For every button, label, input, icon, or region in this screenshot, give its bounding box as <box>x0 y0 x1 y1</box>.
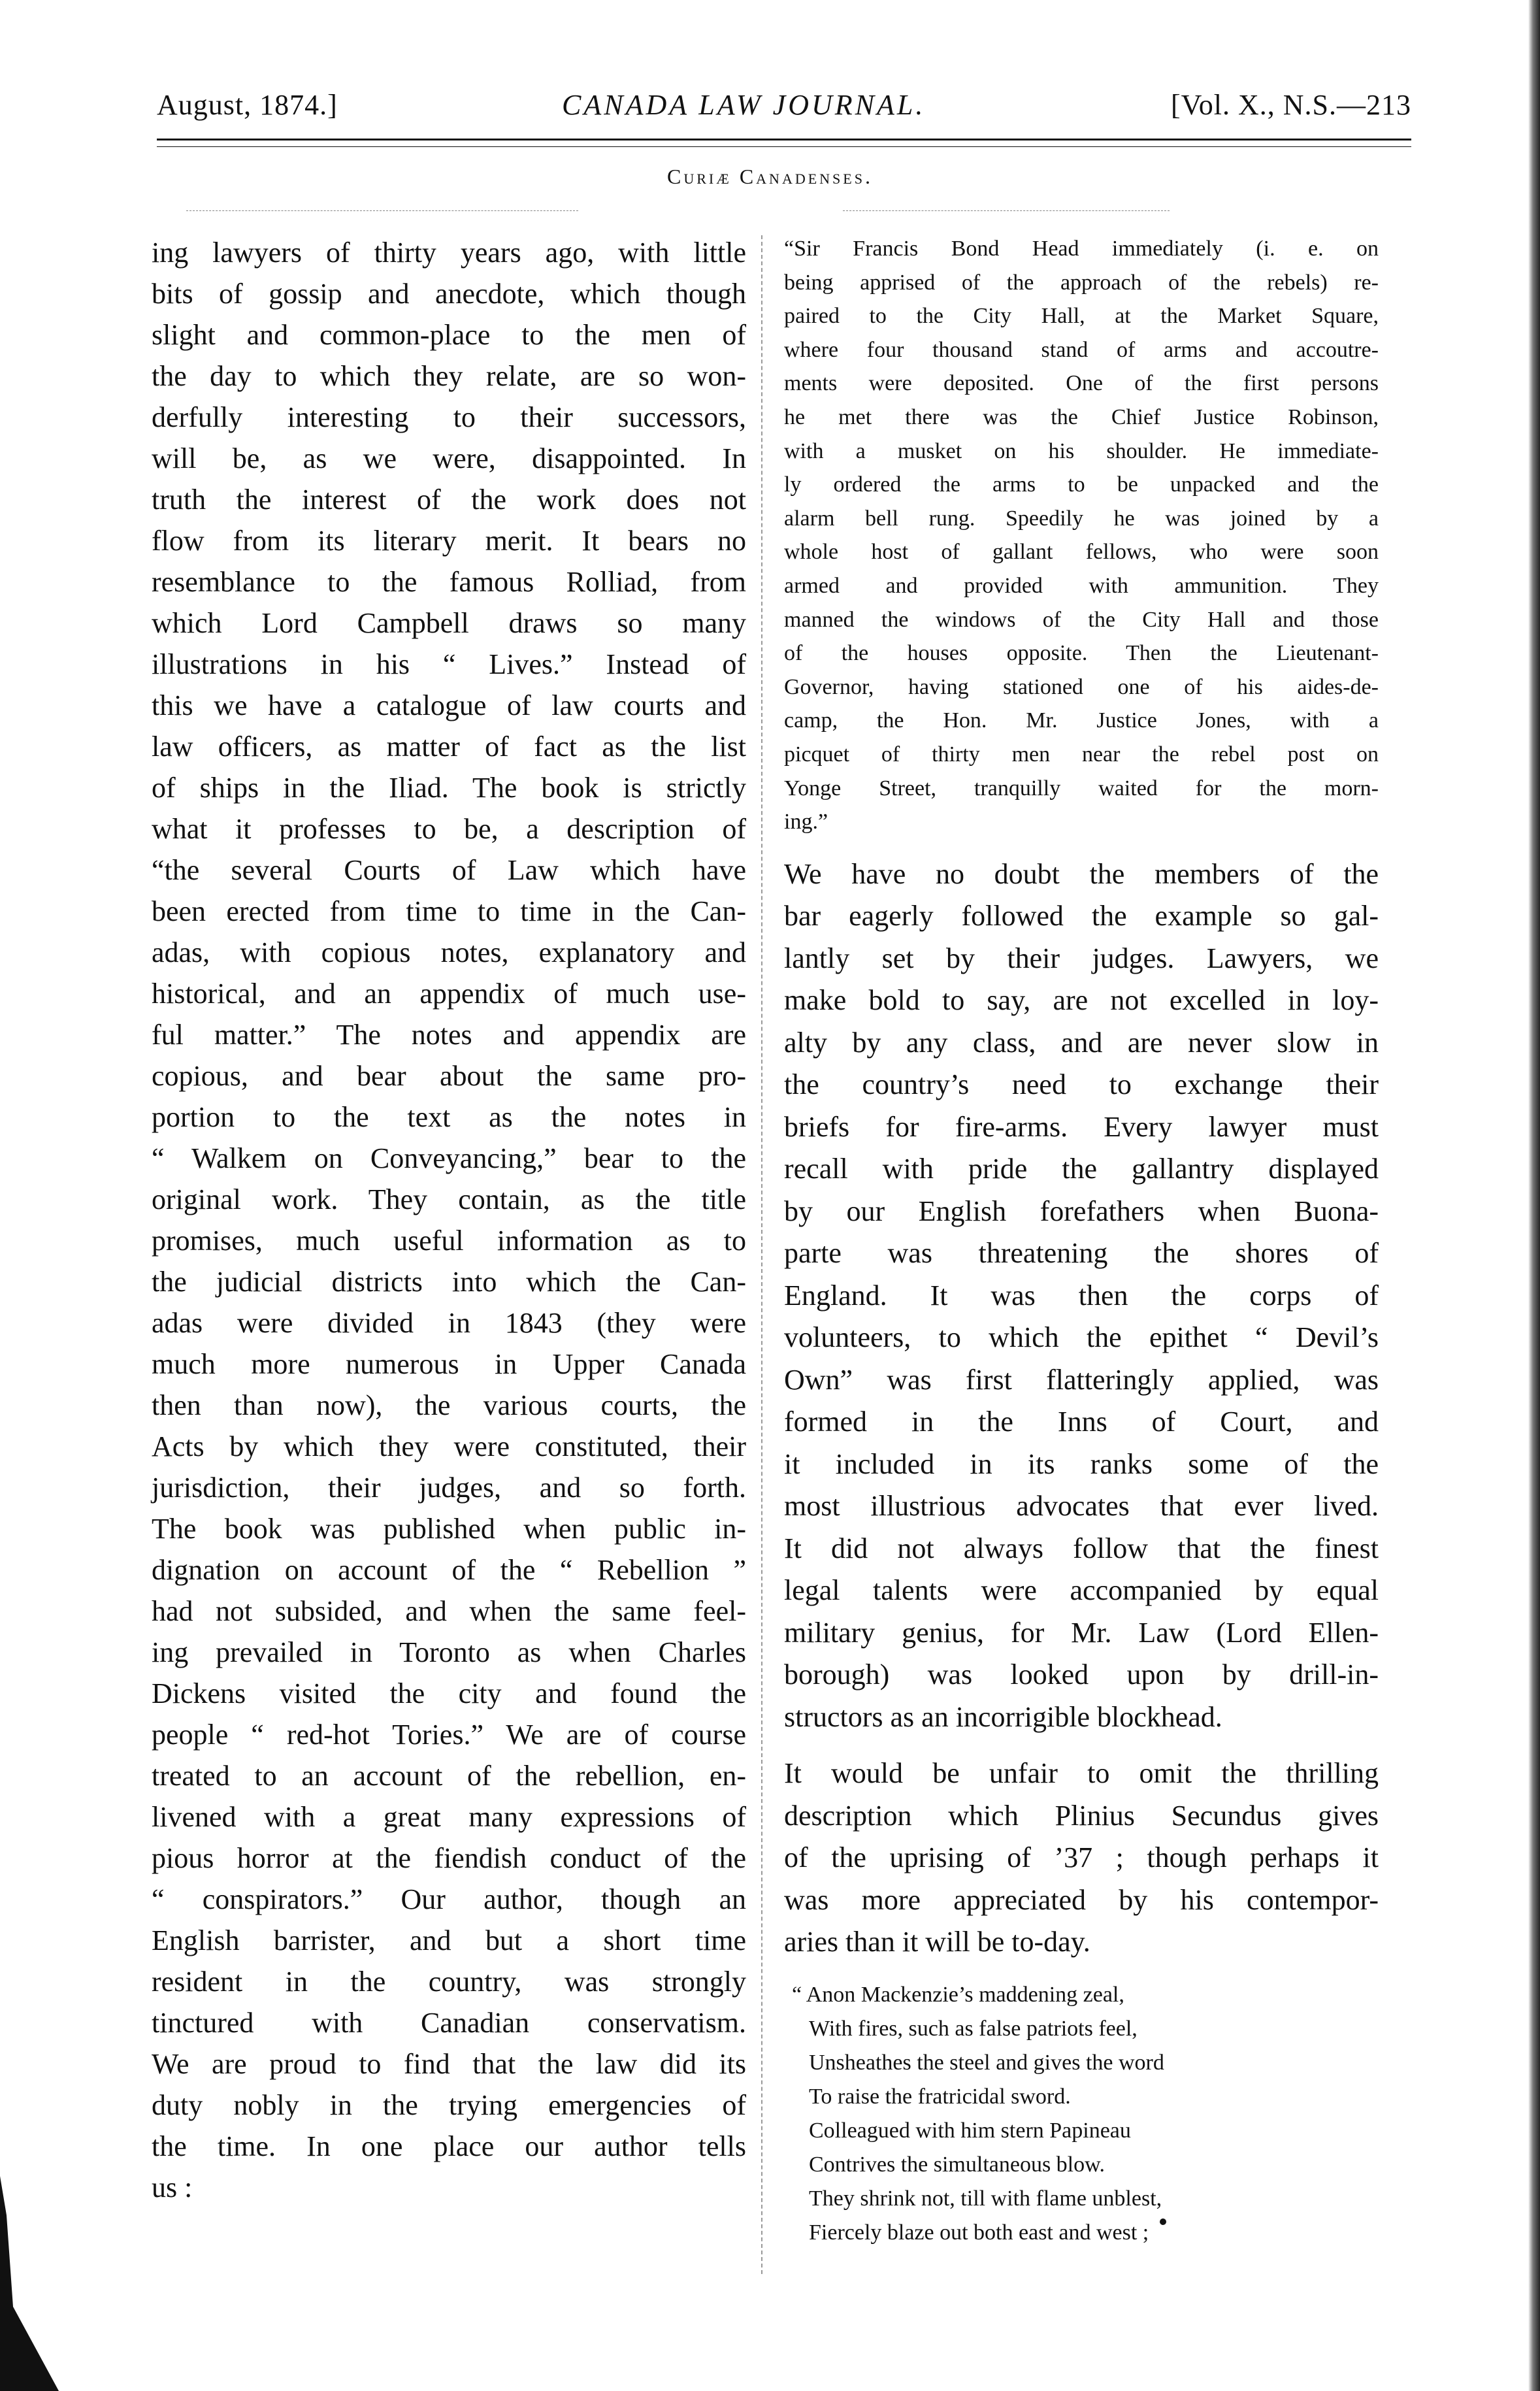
text-line: ing.” <box>784 810 828 834</box>
text-line: Unsheathes the steel and gives the word <box>809 2050 1164 2075</box>
text-line: Fiercely blaze out both east and west ; <box>809 2220 1149 2245</box>
text-line: ly ordered the arms to be unpacked and the <box>784 472 1379 497</box>
text-line: historical, and an appendix of much use- <box>152 978 746 1010</box>
text-line: aries than it will be to-day. <box>784 1926 1090 1958</box>
header-journal-title: CANADA LAW JOURNAL. <box>562 89 926 121</box>
text-line: will be, as we were, disappointed. In <box>152 442 746 474</box>
text-line: “ conspirators.” Our author, though an <box>152 1883 746 1915</box>
text-line: parte was threatening the shores of <box>784 1237 1379 1270</box>
column-divider <box>761 235 762 2274</box>
text-line: ing prevailed in Toronto as when Charles <box>152 1636 746 1668</box>
text-line: make bold to say, are not excelled in loy- <box>784 984 1379 1017</box>
text-line: Colleagued with him stern Papineau <box>809 2118 1131 2143</box>
text-line: most illustrious advocates that ever lived. <box>784 1490 1379 1523</box>
text-line: We are proud to find that the law did its <box>152 2048 746 2080</box>
text-line: Dickens visited the city and found the <box>152 1677 746 1709</box>
paragraph-gap <box>784 1964 1379 1978</box>
text-line: With fires, such as false patriots feel, <box>809 2016 1138 2041</box>
text-line: treated to an account of the rebellion, en- <box>152 1760 746 1792</box>
text-line: manned the windows of the City Hall and those <box>784 607 1379 632</box>
text-line: military genius, for Mr. Law (Lord Ellen- <box>784 1616 1379 1649</box>
paragraph-plinius <box>784 1753 1379 1964</box>
text-line: alarm bell rung. Speedily he was joined by a <box>784 506 1379 531</box>
text-line: original work. They contain, as the title <box>152 1183 746 1215</box>
text-line: the day to which they relate, are so won- <box>152 360 746 392</box>
text-line: armed and provided with ammunition. They <box>784 573 1379 598</box>
text-line: livened with a great many expressions of <box>152 1801 746 1833</box>
text-line: truth the interest of the work does not <box>152 484 746 516</box>
section-title: Curiæ Canadenses. <box>667 165 873 188</box>
text-line: picquet of thirty men near the rebel post on <box>784 742 1379 767</box>
running-header <box>157 88 1411 134</box>
paragraph-gap <box>784 1738 1379 1753</box>
text-line: Governor, having stationed one of his aides-de- <box>784 674 1379 699</box>
section-dash-right <box>843 210 1170 211</box>
text-line: the time. In one place our author tells <box>152 2130 746 2162</box>
text-line: camp, the Hon. Mr. Justice Jones, with a <box>784 708 1379 733</box>
poem-quote <box>792 1978 1379 2250</box>
text-line: Yonge Street, tranquilly waited for the morn- <box>784 776 1379 800</box>
text-line: “ Walkem on Conveyancing,” bear to the <box>152 1142 746 1174</box>
text-line: ments were deposited. One of the first persons <box>784 371 1379 396</box>
text-line: alty by any class, and are never slow in <box>784 1026 1379 1059</box>
text-line: adas, with copious notes, explanatory and <box>152 936 746 968</box>
text-line: had not subsided, and when the same feel- <box>152 1595 746 1627</box>
text-line: tinctured with Canadian conservatism. <box>152 2007 746 2039</box>
text-line: “Sir Francis Bond Head immediately (i. e. on <box>784 237 1379 261</box>
text-line: Acts by which they were constituted, their <box>152 1430 746 1462</box>
text-line: English barrister, and but a short time <box>152 1924 746 1956</box>
text-line: of the uprising of ’37 ; though perhaps it <box>784 1841 1379 1874</box>
text-line: portion to the text as the notes in <box>152 1101 746 1133</box>
text-line: illustrations in his “ Lives.” Instead of <box>152 648 746 680</box>
text-line: then than now), the various courts, the <box>152 1389 746 1421</box>
text-line: promises, much useful information as to <box>152 1225 746 1257</box>
text-line: whole host of gallant fellows, who were soon <box>784 540 1379 565</box>
text-line: briefs for fire-arms. Every lawyer must <box>784 1110 1379 1143</box>
text-line: of ships in the Iliad. The book is strictly <box>152 772 746 804</box>
right-column <box>784 232 1379 2250</box>
text-line: being apprised of the approach of the rebels) re- <box>784 270 1379 295</box>
text-line: us : <box>152 2171 193 2203</box>
text-line: by our English forefathers when Buona- <box>784 1195 1379 1227</box>
paragraph-volunteers <box>784 853 1379 1739</box>
end-dot <box>1160 2218 1166 2225</box>
text-line: adas were divided in 1843 (they were <box>152 1307 746 1339</box>
text-line: people “ red-hot Tories.” We are of course <box>152 1719 746 1751</box>
text-line: pious horror at the fiendish conduct of the <box>152 1842 746 1874</box>
section-dash-left <box>186 210 578 211</box>
text-line: It would be unfair to omit the thrilling <box>784 1757 1379 1790</box>
text-line: much more numerous in Upper Canada <box>152 1348 746 1380</box>
text-line: dignation on account of the “ Rebellion ” <box>152 1554 746 1586</box>
header-rule-thick <box>157 139 1411 140</box>
text-line: of the houses opposite. Then the Lieutenant- <box>784 641 1379 666</box>
binding-edge-shadow <box>1528 0 1540 2391</box>
text-line: resident in the country, was strongly <box>152 1966 746 1998</box>
text-line: this we have a catalogue of law courts and <box>152 689 746 721</box>
text-line: flow from its literary merit. It bears no <box>152 525 746 557</box>
text-line: law officers, as matter of fact as the list <box>152 731 746 763</box>
text-line: formed in the Inns of Court, and <box>784 1406 1379 1438</box>
block-quote <box>784 232 1379 839</box>
text-line: lantly set by their judges. Lawyers, we <box>784 942 1379 974</box>
text-line: slight and common-place to the men of <box>152 319 746 351</box>
text-line: We have no doubt the members of the <box>784 857 1379 890</box>
text-line: paired to the City Hall, at the Market Square, <box>784 304 1379 329</box>
text-line: bits of gossip and anecdote, which though <box>152 278 746 310</box>
text-line: jurisdiction, their judges, and so forth. <box>152 1472 746 1504</box>
text-line: with a musket on his shoulder. He immediate- <box>784 438 1379 463</box>
text-line: bar eagerly followed the example so gal- <box>784 900 1379 932</box>
header-rule-thin <box>157 146 1411 147</box>
text-line: It did not always follow that the finest <box>784 1532 1379 1564</box>
text-line: resemblance to the famous Rolliad, from <box>152 566 746 598</box>
text-line: derfully interesting to their successors, <box>152 401 746 433</box>
text-line: which Lord Campbell draws so many <box>152 607 746 639</box>
text-line: the country’s need to exchange their <box>784 1068 1379 1101</box>
text-line: description which Plinius Secundus gives <box>784 1799 1379 1832</box>
left-column <box>152 232 746 2208</box>
text-line: structors as an incorrigible blockhead. <box>784 1700 1222 1733</box>
text-line: To raise the fratricidal sword. <box>809 2084 1071 2109</box>
text-line: Contrives the simultaneous blow. <box>809 2152 1105 2177</box>
text-line: what it professes to be, a description of <box>152 813 746 845</box>
text-line: The book was published when public in- <box>152 1513 746 1545</box>
text-line: England. It was then the corps of <box>784 1279 1379 1311</box>
text-line: recall with pride the gallantry displayed <box>784 1153 1379 1185</box>
text-line: Own” was first flatteringly applied, was <box>784 1363 1379 1396</box>
text-line: been erected from time to time in the Can- <box>152 895 746 927</box>
text-line: was more appreciated by his contempor- <box>784 1883 1379 1916</box>
text-line: ing lawyers of thirty years ago, with little <box>152 237 746 269</box>
text-line: he met there was the Chief Justice Robinson, <box>784 404 1379 429</box>
text-line: “the several Courts of Law which have <box>152 854 746 886</box>
paragraph-gap <box>784 839 1379 853</box>
text-line: it included in its ranks some of the <box>784 1447 1379 1480</box>
text-line: volunteers, to which the epithet “ Devil’s <box>784 1321 1379 1354</box>
text-line: They shrink not, till with flame unblest, <box>809 2186 1162 2211</box>
text-line: legal talents were accompanied by equal <box>784 1574 1379 1607</box>
page-edge-shadow <box>0 2176 59 2391</box>
text-line: duty nobly in the trying emergencies of <box>152 2089 746 2121</box>
text-line: the judicial districts into which the Can- <box>152 1266 746 1298</box>
text-line: ful matter.” The notes and appendix are <box>152 1019 746 1051</box>
text-line: “ Anon Mackenzie’s maddening zeal, <box>792 1982 1124 2007</box>
header-date: August, 1874.] <box>157 89 338 121</box>
text-line: borough) was looked upon by drill-in- <box>784 1658 1379 1691</box>
text-line: where four thousand stand of arms and accoutre- <box>784 337 1379 362</box>
text-line: copious, and bear about the same pro- <box>152 1060 746 1092</box>
header-volume-page: [Vol. X., N.S.—213 <box>1170 89 1411 121</box>
